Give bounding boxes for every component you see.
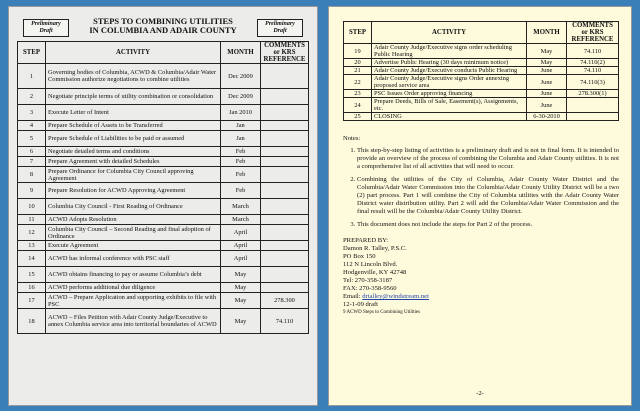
table-row — [344, 75, 619, 90]
activity-cell: Prepare Ordinance for Columbia City Council approving Agreement — [46, 167, 221, 183]
month-cell: May — [221, 283, 261, 293]
month-cell: Feb — [221, 147, 261, 157]
activity-cell: Prepare Schedule of Assets to be Transferred — [46, 121, 221, 131]
reference-cell — [261, 121, 309, 131]
activity-cell: Prepare Schedule of Liabilities to be paid or assumed — [46, 131, 221, 147]
header-step: STEP — [18, 42, 46, 64]
step-cell: 19 — [344, 44, 372, 59]
table-row — [18, 309, 309, 334]
activity-cell: Negotiate detailed terms and conditions — [46, 147, 221, 157]
draft-date: 12-1-09 draft — [343, 301, 378, 308]
reference-cell — [261, 215, 309, 225]
reference-cell — [261, 251, 309, 267]
notes-label: Notes: — [343, 135, 361, 142]
month-cell: June — [527, 75, 567, 90]
header-reference: COMMENTS or KRS REFERENCE — [261, 42, 309, 64]
reference-cell — [567, 113, 619, 121]
month-cell: Feb — [221, 167, 261, 183]
reference-cell: 74.110 — [567, 67, 619, 75]
month-cell: Jan — [221, 121, 261, 131]
reference-cell — [261, 183, 309, 199]
step-cell: 4 — [18, 121, 46, 131]
month-cell: June — [527, 67, 567, 75]
table-row — [18, 147, 309, 157]
steps-table — [17, 41, 309, 334]
step-cell: 16 — [18, 283, 46, 293]
email-link[interactable]: drtalley@windstream.net — [362, 293, 429, 300]
month-cell: May — [527, 59, 567, 67]
table-row — [344, 59, 619, 67]
activity-cell: Negotiate principle terms of utility combination or consolidation — [46, 89, 221, 105]
note-item: 3. This document does not include the steps for Part 2 of the process. — [357, 221, 619, 229]
telephone: Tel: 270-358-3187 — [343, 277, 393, 284]
preparer-name: Damon R. Talley, P.S.C. — [343, 245, 407, 252]
prepared-by-block — [343, 237, 619, 317]
month-cell: May — [221, 293, 261, 309]
reference-cell — [261, 167, 309, 183]
activity-cell: ACWD obtains financing to pay or assume Columbia’s debt — [46, 267, 221, 283]
step-cell: 20 — [344, 59, 372, 67]
table-row — [18, 251, 309, 267]
table-row — [18, 131, 309, 147]
header-reference: COMMENTS or KRS REFERENCE — [567, 22, 619, 44]
step-cell: 12 — [18, 225, 46, 241]
activity-cell: ACWD has informal conference with PSC staff — [46, 251, 221, 267]
month-cell: June — [527, 90, 567, 98]
month-cell: April — [221, 225, 261, 241]
table-row — [18, 157, 309, 167]
activity-cell: CLOSING — [372, 113, 527, 121]
reference-cell — [261, 64, 309, 89]
table-row — [18, 183, 309, 199]
reference-cell — [261, 225, 309, 241]
month-cell: May — [221, 267, 261, 283]
step-cell: 24 — [344, 98, 372, 113]
file-name: 9 ACWD Steps to Combining Utilities — [343, 310, 421, 315]
header-activity: ACTIVITY — [46, 42, 221, 64]
reference-cell — [261, 147, 309, 157]
table-row — [18, 167, 309, 183]
table-row — [344, 67, 619, 75]
activity-cell: Advertise Public Hearing (30 days minimum notice) — [372, 59, 527, 67]
left-page — [8, 6, 318, 406]
reference-cell — [261, 131, 309, 147]
note-item: 1. This step-by-step listing of activities is a preliminary draft and is not in final form. It is intended to provide an overview of the process of combining the Columbia and Adair County utilities. It is not a comprehensive list of all activities that will need to occur. — [357, 147, 619, 171]
notes-section — [343, 135, 619, 229]
month-cell: April — [221, 251, 261, 267]
step-cell: 25 — [344, 113, 372, 121]
right-page — [328, 6, 632, 406]
reference-cell: 74.110(2) — [567, 59, 619, 67]
step-cell: 5 — [18, 131, 46, 147]
fax: FAX: 270-358-9560 — [343, 285, 397, 292]
step-cell: 8 — [18, 167, 46, 183]
activity-cell: Governing bodies of Columbia, ACWD & Columbia/Adair Water Commission authorize negotiations to combine utilities — [46, 64, 221, 89]
activity-cell: Adair County Judge/Executive signs order scheduling Public Hearing — [372, 44, 527, 59]
activity-cell: Prepare Resolution for ACWD Approving Agreement — [46, 183, 221, 199]
reference-cell — [261, 89, 309, 105]
month-cell: June — [527, 98, 567, 113]
step-cell: 2 — [18, 89, 46, 105]
step-cell: 9 — [18, 183, 46, 199]
email-line — [343, 293, 619, 301]
table-row — [18, 105, 309, 121]
step-cell: 3 — [18, 105, 46, 121]
table-row — [18, 199, 309, 215]
month-cell: Feb — [221, 183, 261, 199]
po-box: PO Box 150 — [343, 253, 376, 260]
table-row — [18, 241, 309, 251]
reference-cell: 278.300 — [261, 293, 309, 309]
reference-cell: 74.110 — [567, 44, 619, 59]
table-row — [18, 293, 309, 309]
activity-cell: Adair County Judge/Executive signs Order annexing proposed service area — [372, 75, 527, 90]
step-cell: 22 — [344, 75, 372, 90]
activity-cell: Adair County Judge/Executive conducts Public Hearing — [372, 67, 527, 75]
activity-cell: Columbia City Council - First Reading of Ordinance — [46, 199, 221, 215]
month-cell: May — [221, 309, 261, 334]
reference-cell — [567, 98, 619, 113]
header-month: MONTH — [527, 22, 567, 44]
preliminary-draft-stamp: Preliminary Draft — [23, 19, 69, 37]
table-row — [18, 89, 309, 105]
step-cell: 17 — [18, 293, 46, 309]
activity-cell: ACWD performs additional due diligence — [46, 283, 221, 293]
table-row — [18, 225, 309, 241]
reference-cell — [261, 105, 309, 121]
city-state-zip: Hodgenville, KY 42748 — [343, 269, 407, 276]
table-row — [18, 283, 309, 293]
step-cell: 18 — [18, 309, 46, 334]
activity-cell: Columbia City Council – Second Reading and final adoption of Ordinance — [46, 225, 221, 241]
table-row — [18, 267, 309, 283]
step-cell: 1 — [18, 64, 46, 89]
activity-cell: Prepare Agreement with detailed Schedules — [46, 157, 221, 167]
activity-cell: PSC Issues Order approving financing — [372, 90, 527, 98]
activity-cell: Execute Agreement — [46, 241, 221, 251]
table-row — [18, 121, 309, 131]
month-cell: May — [527, 44, 567, 59]
header-activity: ACTIVITY — [372, 22, 527, 44]
title-line-2: IN COLUMBIA AND ADAIR COUNTY — [89, 25, 237, 35]
table-row — [344, 44, 619, 59]
step-cell: 14 — [18, 251, 46, 267]
note-item: 2. Combining the utilities of the City of Columbia, Adair County Water District and the Columbia/Adair Water Commission into the Columbia/Adair County Utility District will be a two (2) part process. Part 1 will combine the City of Columbia utilities with the Adair County Water District water distribution utility. Part 2 will add the Columbia/Adair Water Commission and the final result will be the Columbia/Adair County Utility District. — [357, 176, 619, 216]
reference-cell: 74.110 — [261, 309, 309, 334]
table-row — [344, 98, 619, 113]
reference-cell — [261, 283, 309, 293]
step-cell: 6 — [18, 147, 46, 157]
month-cell: April — [221, 241, 261, 251]
reference-cell: 74.110(3) — [567, 75, 619, 90]
step-cell: 13 — [18, 241, 46, 251]
reference-cell — [261, 241, 309, 251]
step-cell: 15 — [18, 267, 46, 283]
step-cell: 10 — [18, 199, 46, 215]
step-cell: 23 — [344, 90, 372, 98]
activity-cell: ACWD – Prepare Application and supporting exhibits to file with PSC — [46, 293, 221, 309]
month-cell: Jan — [221, 131, 261, 147]
step-cell: 7 — [18, 157, 46, 167]
activity-cell: ACWD Adopts Resolution — [46, 215, 221, 225]
table-row — [18, 64, 309, 89]
activity-cell: Prepare Deeds, Bills of Sale, Easement(s), Assignments, etc. — [372, 98, 527, 113]
month-cell: Jan 2010 — [221, 105, 261, 121]
month-cell: March — [221, 199, 261, 215]
prepared-label: PREPARED BY: — [343, 237, 389, 244]
table-row — [344, 90, 619, 98]
activity-cell: ACWD – Files Petition with Adair County Judge/Executive to annex Columbia service area into territorial boundaries of ACWD — [46, 309, 221, 334]
month-cell: March — [221, 215, 261, 225]
month-cell: Feb — [221, 157, 261, 167]
steps-table-continued — [343, 21, 619, 121]
reference-cell — [261, 267, 309, 283]
email-label: Email: — [343, 293, 361, 300]
reference-cell — [261, 199, 309, 215]
header-step: STEP — [344, 22, 372, 44]
reference-cell: 278.300(1) — [567, 90, 619, 98]
page-number: -2- — [476, 390, 484, 397]
month-cell: Dec 2009 — [221, 64, 261, 89]
month-cell: 6-30-2010 — [527, 113, 567, 121]
reference-cell — [261, 157, 309, 167]
month-cell: Dec 2009 — [221, 89, 261, 105]
table-row — [344, 113, 619, 121]
step-cell: 21 — [344, 67, 372, 75]
preliminary-draft-stamp: Preliminary Draft — [257, 19, 303, 37]
activity-cell: Execute Letter of Intent — [46, 105, 221, 121]
step-cell: 11 — [18, 215, 46, 225]
street-address: 112 N Lincoln Blvd. — [343, 261, 398, 268]
header-month: MONTH — [221, 42, 261, 64]
table-row — [18, 215, 309, 225]
title-line-1: STEPS TO COMBINING UTILITIES — [93, 16, 233, 26]
